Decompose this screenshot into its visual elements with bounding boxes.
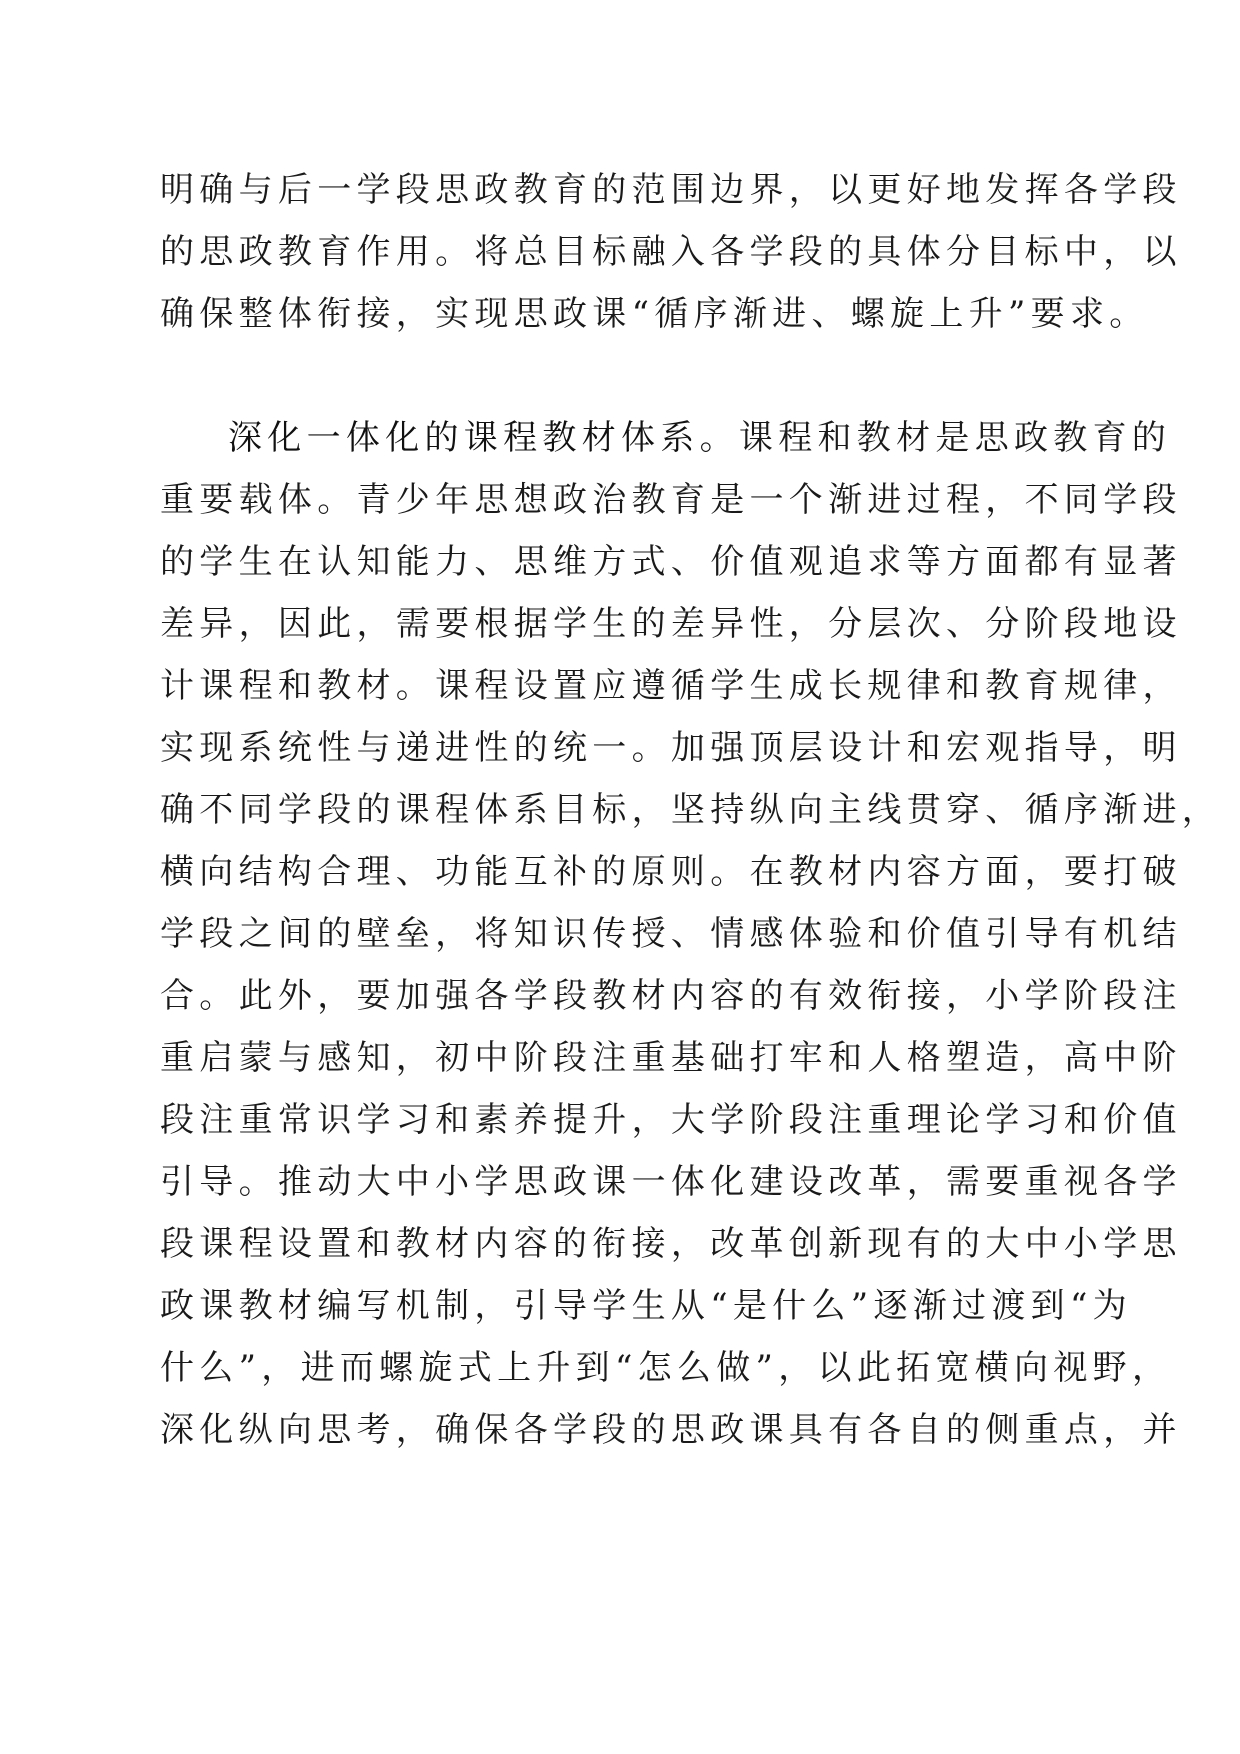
paragraph-2-line-7: 确不同学段的课程体系目标，坚持纵向主线贯穿、循序渐进， [160,790,1222,830]
paragraph-1-line-1: 明确与后一学段思政教育的范围边界，以更好地发挥各学段 [160,170,1182,210]
paragraph-2-line-9: 学段之间的壁垒，将知识传授、情感体验和价值引导有机结 [160,914,1182,954]
paragraph-2-line-16: 什么”，进而螺旋式上升到“怎么做”，以此拓宽横向视野， [160,1348,1172,1388]
paragraph-2-line-5: 计课程和教材。课程设置应遵循学生成长规律和教育规律， [160,666,1182,706]
paragraph-2-line-13: 引导。推动大中小学思政课一体化建设改革，需要重视各学 [160,1162,1182,1202]
paragraph-2-line-3: 的学生在认知能力、思维方式、价值观追求等方面都有显著 [160,542,1182,582]
paragraph-2-line-8: 横向结构合理、功能互补的原则。在教材内容方面，要打破 [160,852,1182,892]
paragraph-2-line-1-text: 课程和教材是思政教育的 [738,418,1172,458]
paragraph-1-line-3: 确保整体衔接，实现思政课“循序渐进、螺旋上升”要求。 [160,294,1149,334]
paragraph-2-line-14: 段课程设置和教材内容的衔接，改革创新现有的大中小学思 [160,1224,1182,1264]
paragraph-1-line-2: 的思政教育作用。将总目标融入各学段的具体分目标中，以 [160,232,1182,272]
paragraph-2-line-4: 差异，因此，需要根据学生的差异性，分层次、分阶段地设 [160,604,1182,644]
paragraph-2-line-15: 政课教材编写机制，引导学生从“是什么”逐渐过渡到“为 [160,1286,1132,1326]
paragraph-2-line-1 [228,408,1172,468]
paragraph-2-line-2: 重要载体。青少年思想政治教育是一个渐进过程，不同学段 [160,480,1182,520]
paragraph-2-line-6: 实现系统性与递进性的统一。加强顶层设计和宏观指导，明 [160,728,1182,768]
paragraph-2-line-11: 重启蒙与感知，初中阶段注重基础打牢和人格塑造，高中阶 [160,1038,1182,1078]
paragraph-2-line-12: 段注重常识学习和素养提升，大学阶段注重理论学习和价值 [160,1100,1182,1140]
section-heading: 深化一体化的课程教材体系。 [228,418,739,458]
paragraph-2-line-10: 合。此外，要加强各学段教材内容的有效衔接，小学阶段注 [160,976,1182,1016]
paragraph-2-line-17: 深化纵向思考，确保各学段的思政课具有各自的侧重点，并 [160,1410,1182,1450]
